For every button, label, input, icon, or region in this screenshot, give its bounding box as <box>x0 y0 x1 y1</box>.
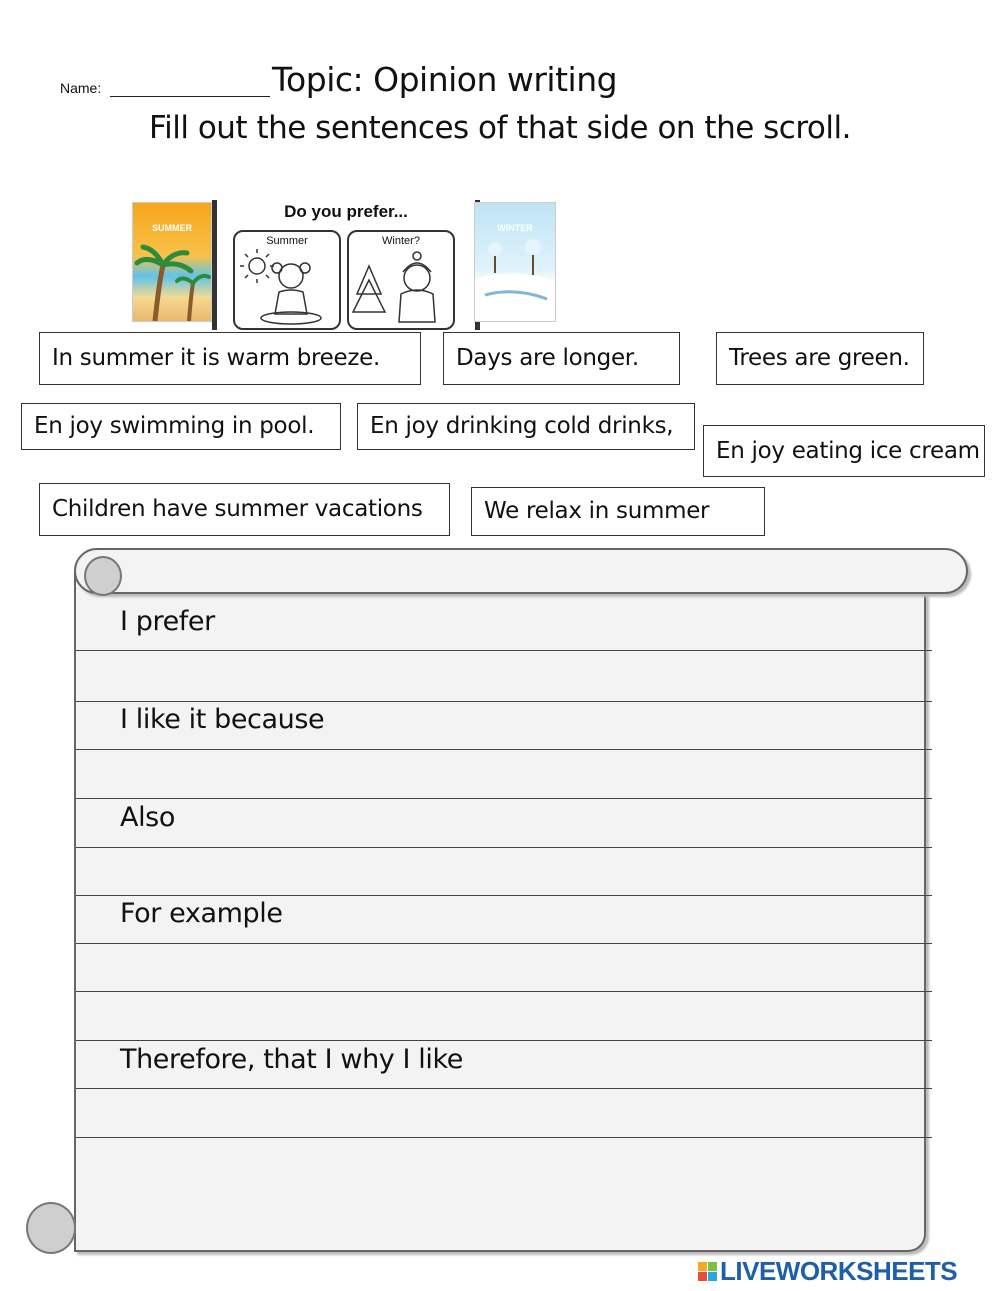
writing-line[interactable] <box>76 798 932 799</box>
writing-line[interactable] <box>76 895 932 896</box>
snow-trees-icon <box>475 203 555 321</box>
summer-option-card <box>233 230 341 330</box>
page-title: Topic: Opinion writing <box>272 60 618 99</box>
prompt-because: I like it because <box>120 704 325 735</box>
prefer-panel <box>212 200 480 330</box>
writing-line[interactable] <box>76 701 932 702</box>
writing-line[interactable] <box>76 943 932 944</box>
prompt-also: Also <box>120 802 175 833</box>
sentence-box-swimming[interactable]: En joy swimming in pool. <box>21 403 341 450</box>
sentence-box-cold-drinks[interactable]: En joy drinking cold drinks, <box>357 403 695 450</box>
summer-image <box>132 202 212 322</box>
writing-line[interactable] <box>76 1137 932 1138</box>
logo-square <box>708 1262 717 1271</box>
logo-square <box>698 1262 707 1271</box>
winter-option-card <box>347 230 455 330</box>
writing-line[interactable] <box>76 847 932 848</box>
snowman-tree-icon <box>349 232 453 328</box>
sentence-box-ice-cream[interactable]: En joy eating ice cream <box>703 425 985 477</box>
liveworksheets-logo <box>698 1256 957 1286</box>
summer-option-label: Summer <box>266 235 308 247</box>
summer-tag: SUMMER <box>152 223 192 233</box>
girl-sun-icon <box>235 232 339 328</box>
logo-square <box>698 1272 707 1281</box>
writing-line[interactable] <box>76 1040 932 1041</box>
sentence-box-trees-green[interactable]: Trees are green. <box>716 332 924 385</box>
scroll-curl-top <box>84 556 122 596</box>
logo-square <box>708 1272 717 1281</box>
writing-line[interactable] <box>76 1088 932 1089</box>
sentence-box-vacations[interactable]: Children have summer vacations <box>39 483 450 536</box>
scroll-top-roll <box>74 548 968 594</box>
sentence-box-relax[interactable]: We relax in summer <box>471 487 765 536</box>
instruction-text: Fill out the sentences of that side on the scroll. <box>149 110 851 146</box>
winter-image <box>474 202 556 322</box>
name-blank-line <box>110 96 270 97</box>
prompt-i-prefer: I prefer <box>120 606 215 637</box>
writing-line[interactable] <box>76 650 932 651</box>
scroll-curl-bottom <box>26 1202 76 1254</box>
sentence-box-warm-breeze[interactable]: In summer it is warm breeze. <box>39 332 421 385</box>
prefer-question: Do you prefer... <box>284 202 408 221</box>
prompt-therefore: Therefore, that I why I like <box>120 1044 463 1075</box>
winter-option-label: Winter? <box>382 235 420 247</box>
prompt-for-example: For example <box>120 898 283 929</box>
writing-line[interactable] <box>76 991 932 992</box>
logo-mark-icon <box>698 1262 717 1281</box>
winter-tag: WINTER <box>497 223 533 233</box>
logo-text: LIVEWORKSHEETS <box>720 1255 958 1286</box>
writing-line[interactable] <box>76 749 932 750</box>
sentence-box-days-longer[interactable]: Days are longer. <box>443 332 680 385</box>
name-label: Name: <box>60 80 102 96</box>
palm-tree-icon <box>133 203 211 321</box>
